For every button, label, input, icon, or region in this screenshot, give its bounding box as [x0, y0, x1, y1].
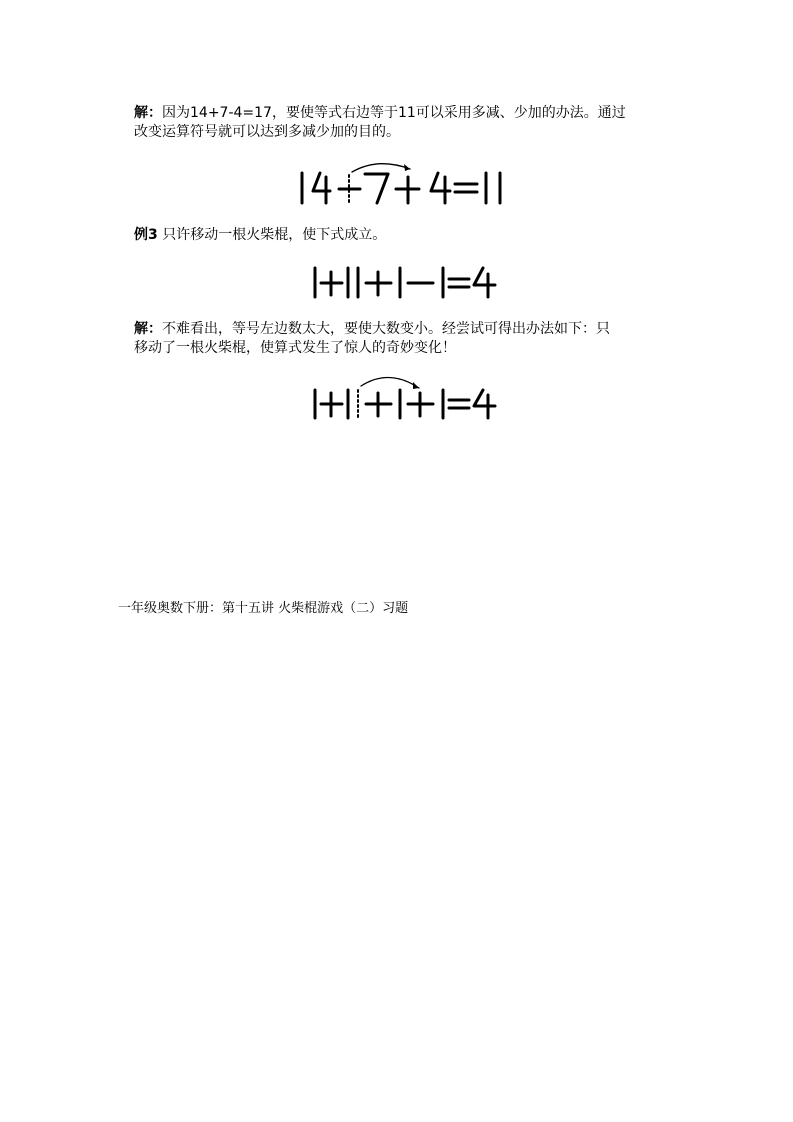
solution-1-line-1	[134, 104, 674, 123]
solution-2-line-1	[134, 320, 674, 339]
solution-1-text-1: 因为14+7-4=17，要使等式右边等于11可以采用多减、少加的办法。通过	[162, 105, 626, 121]
stick	[474, 268, 495, 285]
solution-1-line-2: 改变运算符号就可以达到多减少加的目的。	[134, 124, 400, 140]
example-3-text: 只许移动一根火柴棍，使下式成立。	[157, 227, 387, 243]
example-3-label: 例3	[134, 227, 158, 243]
move-arrow	[352, 164, 410, 172]
move-arrow	[361, 377, 419, 388]
solution-2-line-2: 移动了一根火柴棍，使算式发生了惊人的奇妙变化！	[134, 340, 456, 356]
solution-2-label: 解：	[134, 321, 162, 337]
matchstick-equation-1	[290, 155, 520, 210]
solution-1-paragraph	[134, 104, 674, 142]
matchstick-equation-2	[305, 262, 505, 307]
matchstick-equation-3	[305, 372, 505, 422]
stick	[431, 173, 450, 191]
stick	[377, 174, 388, 203]
example-3-heading	[134, 226, 674, 245]
stick	[474, 390, 495, 406]
solution-1-label: 解：	[134, 105, 162, 121]
solution-2-text-1: 不难看出，等号左边数太大，要使大数变小。经尝试可得出办法如下：只	[162, 321, 610, 337]
document-footer: 一年级奥数下册：第十五讲 火柴棍游戏（二）习题	[118, 601, 409, 616]
solution-2-paragraph	[134, 320, 674, 358]
